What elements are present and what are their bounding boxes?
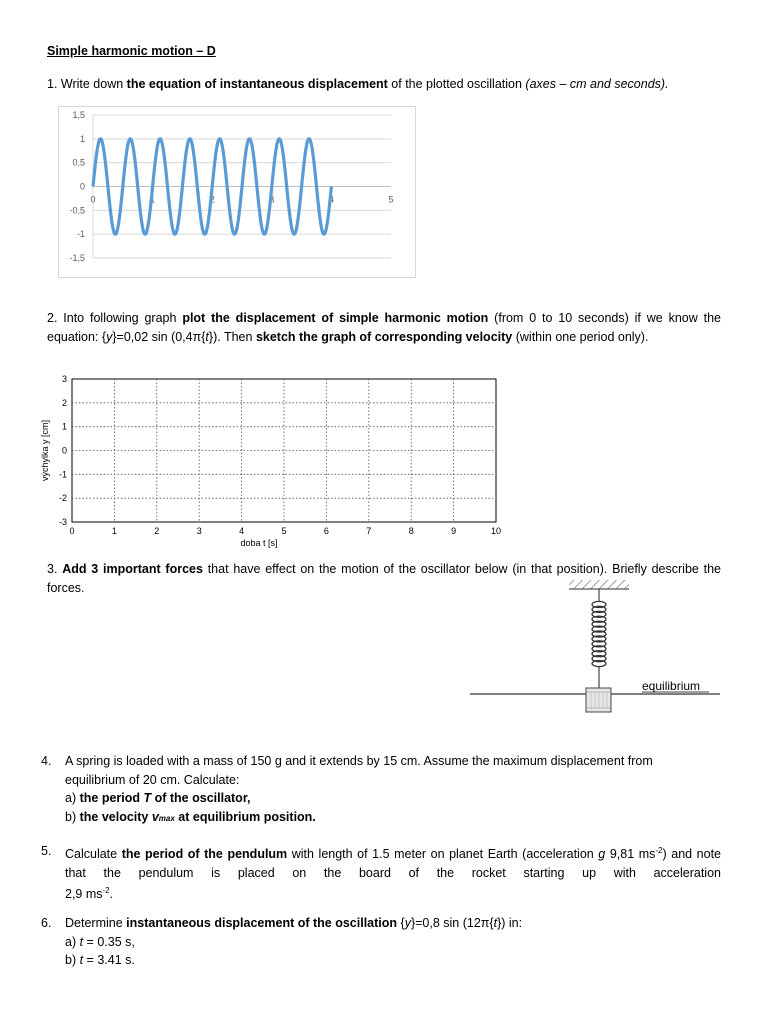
q6-part-b: b) t = 3.41 s.: [65, 953, 135, 967]
chart-2-y-tick: -2: [58, 493, 67, 504]
chart-2-x-tick: 10: [490, 526, 502, 536]
q6-line-1: Determine instantaneous displacement of the oscillation {y}=0,8 sin (12π{t}) in:: [65, 916, 523, 930]
q2-bold-1: plot the displacement of simple harmonic motion: [182, 311, 489, 325]
q3-bold: Add 3 important forces: [62, 562, 203, 576]
spring-diagram: [465, 578, 725, 718]
spring-coils: [592, 601, 606, 666]
chart-1-x-tick: 1: [150, 194, 156, 205]
q2-text: 2. Into following graph: [47, 311, 183, 325]
chart-1-y-tick: 0,5: [72, 157, 85, 168]
chart-2-x-tick: 8: [408, 526, 414, 536]
chart-2-y-label: výchylka y [cm]: [40, 419, 50, 482]
chart-1-y-tick: -1,5: [69, 253, 85, 263]
ceiling-hatch: [569, 580, 629, 589]
q6-number: 6.: [41, 916, 52, 930]
q4-number: 4.: [41, 754, 52, 768]
chart-2-y-tick: 1: [61, 421, 67, 432]
q2-text-2: (from 0 to 10 seconds) if we know the equation: {: [47, 311, 721, 344]
equilibrium-label: equilibrium: [642, 679, 701, 693]
chart-2-x-tick: 3: [196, 526, 202, 536]
page-title: Simple harmonic motion – D: [47, 44, 216, 58]
q1-text: 1. Write down: [47, 77, 127, 91]
chart-1-x-tick: 4: [328, 194, 334, 205]
chart-2-x-tick: 2: [154, 526, 160, 536]
q5-line-2: that the pendulum is placed on the board of the rocket starting up with acceleration: [65, 865, 721, 880]
question-5: [41, 842, 721, 904]
question-4: [41, 752, 731, 828]
question-1: [47, 75, 727, 94]
q4-part-b: b) the velocity vmax at equilibrium position.: [65, 809, 316, 824]
chart-2-x-label: doba t [s]: [240, 538, 278, 548]
chart-2-x-tick: 1: [111, 526, 117, 536]
chart-1-x-tick: 3: [269, 194, 275, 205]
chart-1-y-tick: 1,5: [72, 110, 85, 120]
chart-1-x-tick: 5: [388, 194, 394, 205]
q1-bold: the equation of instantaneous displacement: [126, 77, 388, 91]
chart-2-y-tick: 2: [61, 397, 67, 408]
chart-1-x-tick: 2: [209, 194, 215, 205]
q5-number: 5.: [41, 844, 52, 858]
q2-bold-2: sketch the graph of corresponding velocity: [255, 329, 513, 344]
q5-line-1: Calculate the period of the pendulum with length of 1.5 meter on planet Earth (acceleration g 9,81 $ms^{-2}$) and note: [65, 846, 721, 862]
question-6: [41, 914, 731, 970]
q4-part-a: a) the period T of the oscillator,: [65, 791, 251, 805]
q1-italic: (axes – cm and seconds).: [525, 77, 669, 91]
chart-2-y-tick: 3: [61, 374, 67, 384]
chart-2-x-tick: 0: [69, 526, 75, 536]
chart-1-frame: [58, 106, 416, 278]
chart-1-y-tick: 0: [79, 181, 85, 192]
q1-text-mid: of the plotted oscillation: [387, 77, 526, 91]
chart-1-y-tick: -0,5: [69, 205, 85, 216]
q3-text: 3.: [47, 562, 63, 576]
q2-var-y: y: [106, 329, 113, 344]
chart-2-x-tick: 7: [366, 526, 372, 536]
chart-2-x-tick: 5: [281, 526, 287, 536]
question-2: [47, 309, 721, 346]
chart-2-y-tick: 0: [61, 445, 67, 456]
q3-text-2: that have effect on the motion of the oscillator below (in that position). Briefly describe the forces.: [47, 562, 722, 595]
chart-1-y-tick: -1: [76, 229, 85, 240]
q6-part-a: a) t = 0.35 s,: [65, 934, 135, 949]
chart-2-x-tick: 6: [323, 526, 329, 536]
q5-line-3: 2,9 $ms^{-2}$.: [65, 886, 114, 902]
q4-line-1: A spring is loaded with a mass of 150 g and it extends by 15 cm. Assume the maximum displacement from: [65, 754, 653, 768]
chart-1-y-tick: 1: [79, 133, 85, 144]
q2-var-t: t: [205, 329, 209, 344]
chart-2-y-tick: -1: [58, 469, 67, 480]
chart-2-y-tick: -3: [58, 517, 67, 527]
q2-text-4: }). Then: [208, 329, 256, 344]
q4-line-2: equilibrium of 20 cm. Calculate:: [65, 772, 240, 787]
chart-1: [59, 107, 415, 277]
chart-1-x-tick: 0: [90, 194, 96, 205]
chart-2-x-tick: 9: [451, 526, 457, 536]
q2-text-5: (within one period only).: [512, 329, 649, 344]
q2-text-3: }=0,02 sin (0,4π{: [112, 329, 206, 344]
chart-2: [30, 370, 510, 552]
chart-2-x-tick: 4: [239, 526, 245, 536]
